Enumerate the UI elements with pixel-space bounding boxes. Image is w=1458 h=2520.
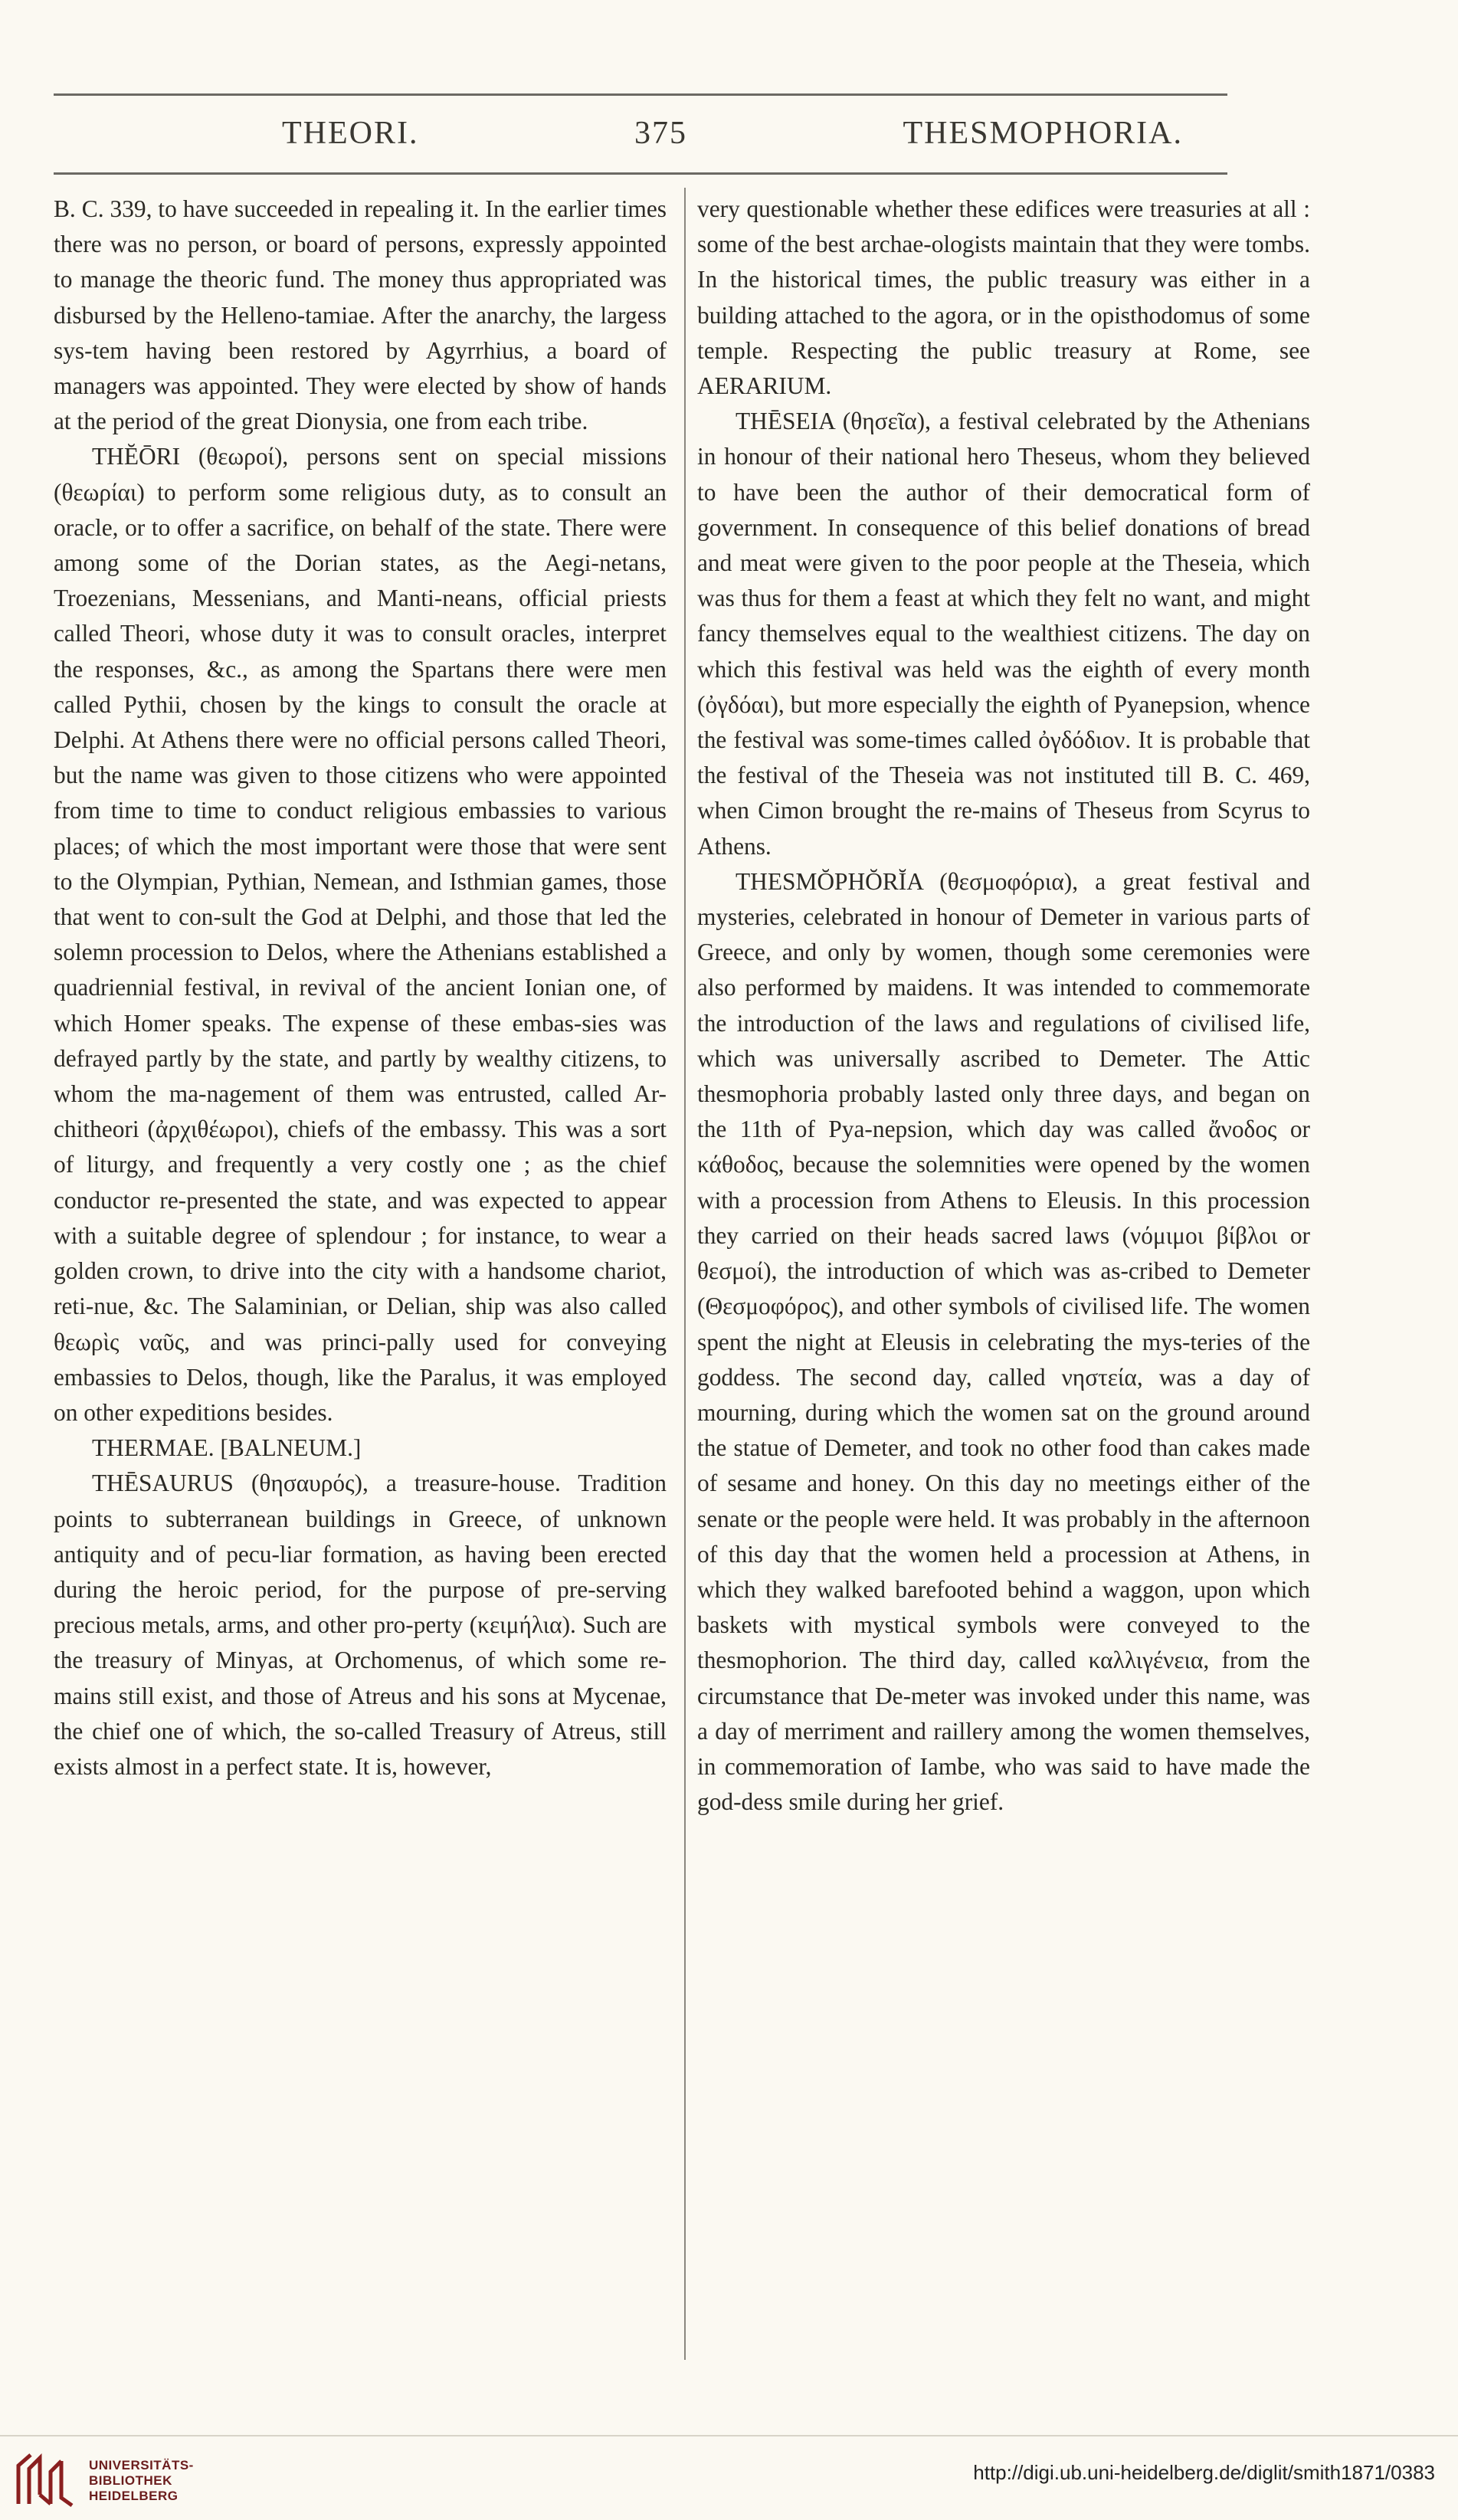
library-name: UNIVERSITÄTS- BIBLIOTHEK HEIDELBERG <box>89 2458 194 2503</box>
university-library-heidelberg-logo-icon <box>14 2449 80 2510</box>
paragraph-thesaurus-cont: very questionable whether these edifices were treasuries at all : some of the best archae-ologists maintain that they were tombs. In the historical times, the public treasury was either in a building attached to the agora, or in the opisthodomus of some temple. Respecting the public treasury at Rome, see AERARIUM. <box>697 195 1310 400</box>
column-divider <box>684 188 686 2360</box>
page-number: 375 <box>634 116 687 151</box>
right-column <box>697 192 1310 1820</box>
header-bottom-rule <box>54 172 1227 175</box>
paragraph-theori: THĔŌRI (θεωροί), persons sent on special missions (θεωρίαι) to perform some religious duty, as to consult an oracle, or to offer a sacrifice, on behalf of the state. There were among some of the Dorian states, as the Aegi-netans, Troezenians, Messenians, and Manti-neans, official priests called Theori, whose duty it was to consult oracles, interpret the responses, &c., as among the Spartans there were men called Pythii, chosen by the kings to consult the oracle at Delphi. At Athens there were no official persons called Theori, but the name was given to those citizens who were appointed from time to time to conduct religious embassies to various places; of which the most important were those that were sent to the Olympian, Pythian, Nemean, and Isthmian games, those that went to con-sult the God at Delphi, and those that led the solemn procession to Delos, where the Athenians established a quadriennial festival, in revival of the ancient Ionian one, of which Homer speaks. The expense of these embas-sies was defrayed partly by the state, and partly by wealthy citizens, to whom the ma-nagement of them was entrusted, called Ar-chitheori (ἀρχιθέωροι), chiefs of the embassy. This was a sort of liturgy, and frequently a very costly one ; as the chief conductor re-presented the state, and was expected to appear with a suitable degree of splendour ; for instance, to wear a golden crown, to drive into the city with a handsome chariot, reti-nue, &c. The Salaminian, or Delian, ship was also called θεωρὶς ναῦς, and was princi-pally used for conveying embassies to Delos, though, like the Paralus, it was employed on other expeditions besides. <box>54 443 667 1426</box>
running-header <box>54 115 1227 161</box>
paragraph-theseia: THĒSEIA (θησεῖα), a festival celebrated by the Athenians in honour of their national hero Theseus, whom they believed to have been the author of their democratical form of government. In consequence of this belief donations of bread and meat were given to the poor people at the Theseia, which was thus for them a feast at which they felt no want, and might fancy themselves equal to the wealthiest citizens. The day on which this festival was held was the eighth of every month (ὀγδόαι), but more especially the eighth of Pyanepsion, whence the festival was some-times called ὀγδόδιον. It is probable that the festival of the Theseia was not instituted till B. C. 469, when Cimon brought the re-mains of Theseus from Scyrus to Athens. <box>697 408 1310 860</box>
header-top-rule <box>54 93 1227 96</box>
paragraph-thermae: THERMAE. [BALNEUM.] <box>92 1434 362 1462</box>
header-left-title: THEORI. <box>282 116 419 151</box>
footer-rule <box>0 2435 1458 2436</box>
paragraph-theoric-fund-end: B. C. 339, to have succeeded in repealing it. In the earlier times there was no person, or board of persons, expressly appointed to manage the theoric fund. The money thus appropriated was disbursed by the Helleno-tamiae. After the anarchy, the largess sys-tem having been restored by Agyrrhius, a board of managers was appointed. They were elected by show of hands at the period of the great Dionysia, one from each tribe. <box>54 195 667 435</box>
source-url-link[interactable]: http://digi.ub.uni-heidelberg.de/diglit/smith1871/0383 <box>973 2461 1435 2484</box>
header-right-title: THESMOPHORIA. <box>903 116 1183 151</box>
paragraph-thesaurus: THĒSAURUS (θησαυρός), a treasure-house. Tradition points to subterranean buildings in Greece, of unknown antiquity and of pecu-liar formation, as having been erected during the heroic period, for the purpose of pre-serving precious metals, arms, and other pro-perty (κειμήλια). Such are the treasury of Minyas, at Orchomenus, of which some re-mains still exist, and those of Atreus and his sons at Mycenae, the chief one of which, the so-called Treasury of Atreus, still exists almost in a perfect state. It is, however, <box>54 1470 667 1780</box>
paragraph-thesmophoria: THESMŎPHŎRĬA (θεσμοφόρια), a great festival and mysteries, celebrated in honour of Demeter in various parts of Greece, and only by women, though some ceremonies were also performed by maidens. It was intended to commemorate the introduction of the laws and regulations of civilised life, which was universally ascribed to Demeter. The Attic thesmophoria probably lasted only three days, and began on the 11th of Pya-nepsion, which day was called ἄνοδος or κάθοδος, because the solemnities were opened by the women with a procession from Athens to Eleusis. In this procession they carried on their heads sacred laws (νόμιμοι βίβλοι or θεσμοί), the introduction of which was as-cribed to Demeter (Θεσμοφόρος), and other symbols of civilised life. The women spent the night at Eleusis in celebrating the mys-teries of the goddess. The second day, called νηστεία, was a day of mourning, during which the women sat on the ground around the statue of Demeter, and took no other food than cakes made of sesame and honey. On this day no meetings either of the senate or the people were held. It was probably in the afternoon of this day that the women held a procession at Athens, in which they walked barefooted behind a waggon, upon which baskets with mystical symbols were conveyed to the thesmophorion. The third day, called καλλιγένεια, from the circumstance that De-meter was invoked under this name, was a day of merriment and raillery among the women themselves, in commemoration of Iambe, who was said to have made the god-dess smile during her grief. <box>697 867 1310 1816</box>
library-logo[interactable] <box>14 2449 244 2510</box>
left-column <box>54 192 667 1784</box>
